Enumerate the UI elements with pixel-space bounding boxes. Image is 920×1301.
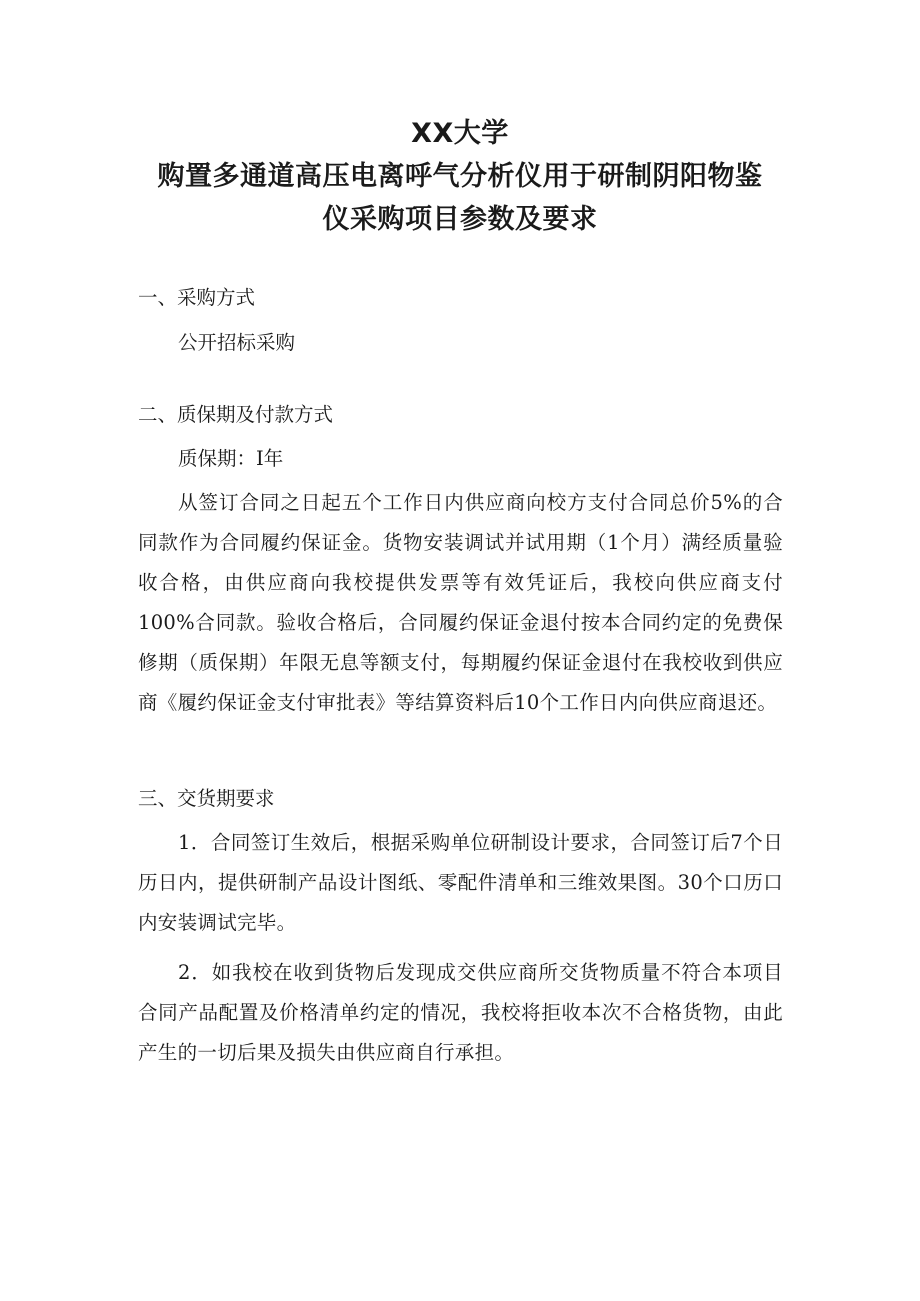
title-university: XX大学 <box>411 118 509 149</box>
procurement-method-text: 公开招标采购 <box>178 331 296 354</box>
title-project-line1: 购置多通道高压电离呼气分析仪用于研制阴阳物鉴 <box>157 161 763 192</box>
delivery-item-1: 1．合同签订生效后，根据采购单位研制设计要求，合同签订后7个日历日内，提供研制产品设计图纸、零配件清单和三维效果图。30个口历口内安装调试完毕。 <box>138 831 783 934</box>
document-title <box>0 112 920 241</box>
section-heading-procurement-method: 一、采购方式 <box>138 286 256 309</box>
document-body <box>138 284 783 1073</box>
warranty-period-text: 质保期：I年 <box>178 447 284 470</box>
title-project-line2: 仪采购项目参数及要求 <box>322 204 598 235</box>
section-heading-delivery: 三、交货期要求 <box>138 787 275 810</box>
payment-terms-paragraph: 从签订合同之日起五个工作日内供应商向校方支付合同总价5%的合同款作为合同履约保证金。货物安装调试并试用期（1个月）满经质量验收合格，由供应商向我校提供发票等有效凭证后，我校向供应商支付100%合同款。验收合格后，合同履约保证金退付按本合同约定的免费保修期（质保期）年限无息等额支付，每期履约保证金退付在我校收到供应商《履约保证金支付审批表》等结算资料后10个工作日内向供应商退还。 <box>138 491 783 714</box>
section-heading-warranty-payment: 二、质保期及付款方式 <box>138 403 334 426</box>
delivery-item-2: 2．如我校在收到货物后发现成交供应商所交货物质量不符合本项目合同产品配置及价格清单约定的情况，我校将拒收本次不合格货物，由此产生的一切后果及损失由供应商自行承担。 <box>138 961 783 1064</box>
